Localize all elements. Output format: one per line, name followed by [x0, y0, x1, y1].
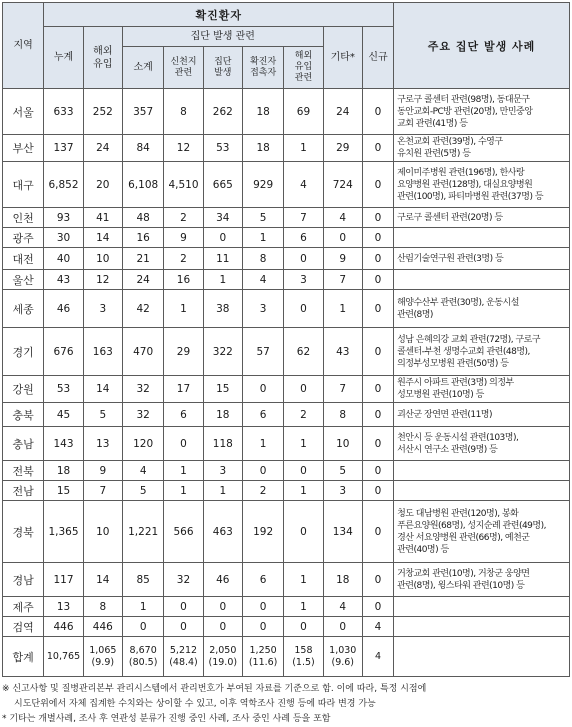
group-cell: 3 — [203, 461, 242, 481]
header-cluster — [122, 27, 323, 47]
contact-cell: 929 — [242, 162, 283, 208]
shincheonji-cell: 16 — [164, 270, 203, 290]
region-cell: 전남 — [3, 481, 44, 501]
total-overseas-rel-cell: 158 (1.5) — [284, 637, 323, 677]
group-cell: 262 — [203, 89, 242, 135]
new-cell: 0 — [362, 427, 393, 461]
case-line: 관련(100명), 파티마병원 관련(37명) 등 — [397, 191, 544, 202]
table-row — [3, 427, 570, 461]
case-line: 관련(8명), 윙스타워 관련(10명) 등 — [397, 580, 525, 591]
region-cell: 경기 — [3, 328, 44, 376]
header-cases — [394, 3, 570, 89]
case-line: 동안교회-PC방 관련(20명), 만민중앙 — [397, 106, 533, 117]
cases-cell — [394, 617, 570, 637]
group-cell: 34 — [203, 208, 242, 228]
group-cell: 0 — [203, 617, 242, 637]
contact-cell: 2 — [242, 481, 283, 501]
new-cell: 4 — [362, 617, 393, 637]
new-cell: 0 — [362, 376, 393, 403]
case-line: 관련(8명) — [397, 309, 433, 320]
total-cell: 40 — [44, 248, 83, 270]
overseas-rel-cell: 1 — [284, 135, 323, 162]
new-cell: 0 — [362, 461, 393, 481]
total-cases-cell — [394, 637, 570, 677]
region-cell: 광주 — [3, 228, 44, 248]
region-cell: 경북 — [3, 501, 44, 563]
footnotes — [2, 682, 570, 727]
header-subtotal-label: 소계 — [133, 62, 153, 73]
total-cell: 45 — [44, 403, 83, 427]
overseas-rel-cell: 2 — [284, 403, 323, 427]
total-shincheonji-cell: 5,212 (48.4) — [164, 637, 203, 677]
total-cell: 43 — [44, 270, 83, 290]
overseas-cell: 24 — [83, 135, 122, 162]
table-row — [3, 270, 570, 290]
cases-cell — [394, 501, 570, 563]
footnote-line: * 기타는 개별사례, 조사 후 연관성 분류가 진행 중인 사례, 조사 중인 사례 등을 포함 — [2, 714, 331, 724]
overseas-cell: 163 — [83, 328, 122, 376]
total-cell: 30 — [44, 228, 83, 248]
subtotal-cell: 357 — [122, 89, 163, 135]
other-cell: 724 — [323, 162, 362, 208]
region-cell: 경남 — [3, 563, 44, 597]
overseas-cell: 20 — [83, 162, 122, 208]
case-line: 천안시 등 운동시설 관련(103명), — [397, 432, 519, 443]
other-cell: 4 — [323, 208, 362, 228]
subtotal-cell: 84 — [122, 135, 163, 162]
table-row — [3, 228, 570, 248]
header-group-outbreak-label: 집단 발생 — [214, 56, 232, 78]
other-cell: 1 — [323, 290, 362, 328]
case-line: 관련(40명) 등 — [397, 544, 449, 555]
total-row — [3, 637, 570, 677]
group-cell: 322 — [203, 328, 242, 376]
shincheonji-cell: 32 — [164, 563, 203, 597]
shincheonji-cell: 566 — [164, 501, 203, 563]
case-line: 유치원 관련(5명) 등 — [397, 149, 471, 159]
overseas-rel-cell: 0 — [284, 501, 323, 563]
case-line: 경산 서요양병원 관련(66명), 예천군 — [397, 532, 530, 543]
region-cell: 대구 — [3, 162, 44, 208]
overseas-cell: 3 — [83, 290, 122, 328]
other-cell: 8 — [323, 403, 362, 427]
cases-cell — [394, 376, 570, 403]
shincheonji-cell: 29 — [164, 328, 203, 376]
region-cell: 서울 — [3, 89, 44, 135]
case-line: 성남 은혜의강 교회 관련(72명), 구로구 — [397, 334, 541, 345]
table-row — [3, 135, 570, 162]
other-cell: 18 — [323, 563, 362, 597]
confirmed-cases-table — [2, 2, 570, 677]
other-cell: 0 — [323, 617, 362, 637]
new-cell: 0 — [362, 328, 393, 376]
overseas-rel-cell: 3 — [284, 270, 323, 290]
table-row — [3, 162, 570, 208]
case-line: 거창교회 관련(10명), 거창군 웅양면 — [397, 568, 530, 579]
header-region-label: 지역 — [13, 40, 33, 51]
case-line: 원주시 아파트 관련(3명) 의정부 — [397, 378, 514, 388]
subtotal-cell: 470 — [122, 328, 163, 376]
overseas-rel-cell: 0 — [284, 290, 323, 328]
new-cell: 0 — [362, 597, 393, 617]
overseas-rel-cell: 0 — [284, 461, 323, 481]
group-cell: 118 — [203, 427, 242, 461]
new-cell: 0 — [362, 290, 393, 328]
other-cell: 5 — [323, 461, 362, 481]
overseas-cell: 446 — [83, 617, 122, 637]
overseas-rel-cell: 0 — [284, 248, 323, 270]
overseas-rel-cell: 1 — [284, 427, 323, 461]
report-container — [2, 2, 570, 727]
contact-cell: 18 — [242, 135, 283, 162]
cases-cell — [394, 162, 570, 208]
region-cell: 울산 — [3, 270, 44, 290]
group-cell: 463 — [203, 501, 242, 563]
header-other-label: 기타* — [330, 52, 355, 63]
header-total-label: 누계 — [53, 52, 74, 63]
header-region — [3, 3, 44, 89]
group-cell: 0 — [203, 228, 242, 248]
overseas-rel-cell: 0 — [284, 376, 323, 403]
case-line: 서산시 연구소 관련(9명) 등 — [397, 444, 498, 455]
table-row — [3, 290, 570, 328]
group-cell: 53 — [203, 135, 242, 162]
header-total — [44, 27, 83, 89]
table-row — [3, 248, 570, 270]
shincheonji-cell: 0 — [164, 597, 203, 617]
total-cell: 53 — [44, 376, 83, 403]
region-cell: 충남 — [3, 427, 44, 461]
subtotal-cell: 1,221 — [122, 501, 163, 563]
footnote-line: 시도단위에서 자체 집계한 수치와는 상이할 수 있고, 이후 역학조사 진행 등에 따라 변경 가능 — [14, 699, 376, 709]
overseas-rel-cell: 62 — [284, 328, 323, 376]
total-cell: 1,365 — [44, 501, 83, 563]
contact-cell: 0 — [242, 597, 283, 617]
header-overseas — [83, 27, 122, 89]
new-cell: 0 — [362, 563, 393, 597]
case-line: 청도 대남병원 관련(120명), 봉화 — [397, 508, 519, 519]
case-line: 교회 관련(41명) 등 — [397, 118, 468, 129]
case-line: 구로구 콜센터 관련(98명), 동대문구 — [397, 94, 530, 105]
table-row — [3, 501, 570, 563]
cases-cell — [394, 597, 570, 617]
region-cell: 전북 — [3, 461, 44, 481]
total-cell: 15 — [44, 481, 83, 501]
subtotal-cell: 21 — [122, 248, 163, 270]
total-cell: 18 — [44, 461, 83, 481]
table-row — [3, 461, 570, 481]
overseas-cell: 252 — [83, 89, 122, 135]
total-cell: 446 — [44, 617, 83, 637]
header-cases-label: 주요 집단 발생 사례 — [427, 39, 536, 53]
case-line: 해양수산부 관련(30명), 운동시설 — [397, 297, 519, 308]
overseas-rel-cell: 1 — [284, 597, 323, 617]
contact-cell: 0 — [242, 376, 283, 403]
header-overseas-related — [284, 47, 323, 89]
header-contact-label: 확진자 접촉자 — [250, 56, 277, 78]
total-group-cell: 2,050 (19.0) — [203, 637, 242, 677]
other-cell: 9 — [323, 248, 362, 270]
case-line: 제이미주병원 관련(196명), 한사랑 — [397, 167, 525, 178]
cases-cell — [394, 135, 570, 162]
other-cell: 29 — [323, 135, 362, 162]
header-shincheonji — [164, 47, 203, 89]
contact-cell: 6 — [242, 403, 283, 427]
subtotal-cell: 85 — [122, 563, 163, 597]
group-cell: 1 — [203, 481, 242, 501]
group-cell: 665 — [203, 162, 242, 208]
other-cell: 134 — [323, 501, 362, 563]
table-row — [3, 617, 570, 637]
shincheonji-cell: 1 — [164, 481, 203, 501]
case-line: 괴산군 장연면 관련(11명) — [397, 409, 493, 420]
overseas-rel-cell: 4 — [284, 162, 323, 208]
header-contact — [242, 47, 283, 89]
subtotal-cell: 32 — [122, 376, 163, 403]
cases-cell — [394, 563, 570, 597]
subtotal-cell: 120 — [122, 427, 163, 461]
contact-cell: 57 — [242, 328, 283, 376]
new-cell: 0 — [362, 228, 393, 248]
group-cell: 0 — [203, 597, 242, 617]
shincheonji-cell: 1 — [164, 290, 203, 328]
region-cell: 세종 — [3, 290, 44, 328]
shincheonji-cell: 17 — [164, 376, 203, 403]
contact-cell: 18 — [242, 89, 283, 135]
cases-cell — [394, 481, 570, 501]
overseas-cell: 14 — [83, 376, 122, 403]
total-other-cell: 1,030 (9.6) — [323, 637, 362, 677]
case-line: 구로구 콜센터 관련(20명) 등 — [397, 212, 503, 223]
subtotal-cell: 48 — [122, 208, 163, 228]
cases-cell — [394, 208, 570, 228]
cases-cell — [394, 89, 570, 135]
cases-cell — [394, 328, 570, 376]
contact-cell: 6 — [242, 563, 283, 597]
case-line: 온천교회 관련(39명), 수영구 — [397, 137, 503, 147]
header-confirmed-label: 확진환자 — [195, 8, 242, 22]
header-overseas-label: 해외 유입 — [93, 45, 113, 70]
total-contact-cell: 1,250 (11.6) — [242, 637, 283, 677]
new-cell: 0 — [362, 89, 393, 135]
subtotal-cell: 32 — [122, 403, 163, 427]
contact-cell: 1 — [242, 228, 283, 248]
shincheonji-cell: 6 — [164, 403, 203, 427]
total-cell: 93 — [44, 208, 83, 228]
total-total-cell: 10,765 — [44, 637, 83, 677]
total-cell: 117 — [44, 563, 83, 597]
group-cell: 46 — [203, 563, 242, 597]
overseas-cell: 41 — [83, 208, 122, 228]
new-cell: 0 — [362, 481, 393, 501]
overseas-cell: 5 — [83, 403, 122, 427]
group-cell: 15 — [203, 376, 242, 403]
other-cell: 43 — [323, 328, 362, 376]
subtotal-cell: 4 — [122, 461, 163, 481]
subtotal-cell: 42 — [122, 290, 163, 328]
overseas-rel-cell: 1 — [284, 563, 323, 597]
region-cell: 제주 — [3, 597, 44, 617]
table-row — [3, 597, 570, 617]
other-cell: 0 — [323, 228, 362, 248]
header-new — [362, 27, 393, 89]
overseas-rel-cell: 0 — [284, 617, 323, 637]
table-row — [3, 328, 570, 376]
region-cell: 강원 — [3, 376, 44, 403]
total-cell: 633 — [44, 89, 83, 135]
total-cell: 46 — [44, 290, 83, 328]
total-cell: 13 — [44, 597, 83, 617]
shincheonji-cell: 0 — [164, 427, 203, 461]
case-line: 의정부성모병원 관련(50명) 등 — [397, 358, 509, 369]
other-cell: 3 — [323, 481, 362, 501]
overseas-rel-cell: 6 — [284, 228, 323, 248]
new-cell: 0 — [362, 270, 393, 290]
case-line: 요양병원 관련(128명), 대실요양병원 — [397, 179, 533, 190]
total-label-cell: 합계 — [3, 637, 44, 677]
shincheonji-cell: 2 — [164, 248, 203, 270]
table-row — [3, 403, 570, 427]
group-cell: 11 — [203, 248, 242, 270]
subtotal-cell: 16 — [122, 228, 163, 248]
total-overseas-cell: 1,065 (9.9) — [83, 637, 122, 677]
header-other — [323, 27, 362, 89]
header-group-outbreak — [203, 47, 242, 89]
shincheonji-cell: 1 — [164, 461, 203, 481]
cases-cell — [394, 270, 570, 290]
shincheonji-cell: 12 — [164, 135, 203, 162]
overseas-rel-cell: 69 — [284, 89, 323, 135]
cases-cell — [394, 427, 570, 461]
subtotal-cell: 5 — [122, 481, 163, 501]
group-cell: 38 — [203, 290, 242, 328]
total-cell: 137 — [44, 135, 83, 162]
overseas-rel-cell: 1 — [284, 481, 323, 501]
total-cell: 6,852 — [44, 162, 83, 208]
case-line: 성모병원 관련(10명) 등 — [397, 390, 484, 400]
header-shincheonji-label: 신천지 관련 — [170, 56, 197, 78]
contact-cell: 3 — [242, 290, 283, 328]
new-cell: 0 — [362, 501, 393, 563]
overseas-cell: 9 — [83, 461, 122, 481]
new-cell: 0 — [362, 208, 393, 228]
shincheonji-cell: 8 — [164, 89, 203, 135]
new-cell: 0 — [362, 403, 393, 427]
header-confirmed — [44, 3, 394, 27]
region-cell: 대전 — [3, 248, 44, 270]
region-cell: 충북 — [3, 403, 44, 427]
table-row — [3, 563, 570, 597]
shincheonji-cell: 2 — [164, 208, 203, 228]
total-cell: 143 — [44, 427, 83, 461]
other-cell: 7 — [323, 376, 362, 403]
case-line: 콜센터-부천 생명수교회 관련(48명), — [397, 346, 530, 357]
new-cell: 0 — [362, 248, 393, 270]
contact-cell: 0 — [242, 617, 283, 637]
table-row — [3, 208, 570, 228]
group-cell: 1 — [203, 270, 242, 290]
overseas-cell: 10 — [83, 248, 122, 270]
overseas-cell: 7 — [83, 481, 122, 501]
overseas-cell: 12 — [83, 270, 122, 290]
case-line: 푸른요양원(68명), 성지순례 관련(49명), — [397, 520, 546, 531]
header-subtotal — [122, 47, 163, 89]
header-new-label: 신규 — [368, 52, 388, 63]
header-overseas-related-label: 해외 유입 관련 — [294, 51, 313, 83]
subtotal-cell: 1 — [122, 597, 163, 617]
total-new-cell: 4 — [362, 637, 393, 677]
contact-cell: 1 — [242, 427, 283, 461]
total-subtotal-cell: 8,670 (80.5) — [122, 637, 163, 677]
shincheonji-cell: 0 — [164, 617, 203, 637]
table-row — [3, 481, 570, 501]
contact-cell: 4 — [242, 270, 283, 290]
other-cell: 10 — [323, 427, 362, 461]
contact-cell: 8 — [242, 248, 283, 270]
cases-cell — [394, 248, 570, 270]
other-cell: 24 — [323, 89, 362, 135]
total-cell: 676 — [44, 328, 83, 376]
case-line: 산림기술연구원 관련(3명) 등 — [397, 253, 504, 264]
overseas-cell: 8 — [83, 597, 122, 617]
new-cell: 0 — [362, 135, 393, 162]
table-row — [3, 376, 570, 403]
contact-cell: 192 — [242, 501, 283, 563]
shincheonji-cell: 9 — [164, 228, 203, 248]
region-cell: 부산 — [3, 135, 44, 162]
contact-cell: 0 — [242, 461, 283, 481]
subtotal-cell: 24 — [122, 270, 163, 290]
table-body — [3, 89, 570, 677]
other-cell: 7 — [323, 270, 362, 290]
subtotal-cell: 6,108 — [122, 162, 163, 208]
region-cell: 검역 — [3, 617, 44, 637]
other-cell: 4 — [323, 597, 362, 617]
overseas-rel-cell: 7 — [284, 208, 323, 228]
contact-cell: 5 — [242, 208, 283, 228]
overseas-cell: 10 — [83, 501, 122, 563]
table-row — [3, 89, 570, 135]
overseas-cell: 13 — [83, 427, 122, 461]
group-cell: 18 — [203, 403, 242, 427]
header-cluster-label: 집단 발생 관련 — [190, 31, 255, 42]
footnote-line: ※ 신고사항 및 질병관리본부 관리시스템에서 관리번호가 부여된 자료를 기준으로 함. 이에 따라, 특정 시점에 — [2, 684, 427, 694]
shincheonji-cell: 4,510 — [164, 162, 203, 208]
cases-cell — [394, 228, 570, 248]
new-cell: 0 — [362, 162, 393, 208]
cases-cell — [394, 290, 570, 328]
subtotal-cell: 0 — [122, 617, 163, 637]
overseas-cell: 14 — [83, 563, 122, 597]
cases-cell — [394, 403, 570, 427]
overseas-cell: 14 — [83, 228, 122, 248]
region-cell: 인천 — [3, 208, 44, 228]
cases-cell — [394, 461, 570, 481]
